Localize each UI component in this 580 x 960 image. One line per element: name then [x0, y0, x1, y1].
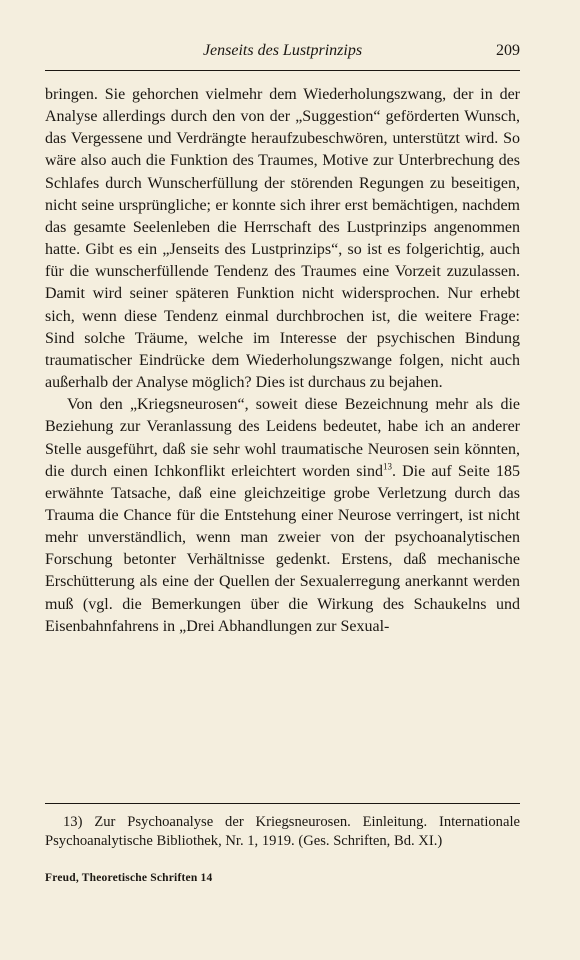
footnote-reference: 13 — [382, 461, 392, 472]
page-header — [45, 42, 520, 70]
paragraph-1: bringen. Sie gehorchen vielmehr dem Wiederholungszwang, der in der Analyse allerdings durch den von der „Suggestion“ geförderten Wunsch, das Vergessene und Verdrängte heraufzubeschwören, unterstützt wird. So wäre also auch die Funktion des Traumes, Motive zur Unterbrechung des Schlafes durch Wunscherfüllung der störenden Regungen zu beseitigen, nicht seine ursprüngliche; er konnte sich ihrer erst bemächtigen, nachdem das gesamte Seelenleben die Herrschaft des Lustprinzips angenommen hatte. Gibt es ein „Jenseits des Lustprinzips“, so ist es folgerichtig, auch für die wunscherfüllende Tendenz des Traumes eine Vorzeit zuzulassen. Damit wird seiner späteren Funktion nicht widersprochen. Nur erhebt sich, wenn diese Tendenz einmal durchbrochen ist, die weitere Frage: Sind solche Träume, welche im Interesse der psychischen Bindung traumatischer Eindrücke dem Wiederholungszwange folgen, nicht auch außerhalb der Analyse möglich? Dies ist durchaus zu bejahen. — [45, 86, 520, 392]
header-rule — [45, 70, 520, 71]
footnote-text: 13) Zur Psychoanalyse der Kriegsneurosen. Einleitung. Internationale Psychoanalytische Bibliothek, Nr. 1, 1919. (Ges. Schriften, Bd. XI.) — [45, 814, 520, 849]
footnote-rule — [45, 803, 520, 804]
paragraph-2-text-b: . Die auf Seite 185 erwähnte Tatsache, daß eine gleichzeitige grobe Verletzung durch das Trauma die Chance für die Entstehung einer Neurose verringert, ist nicht mehr unverständlich, wenn man zweier von der psychoanalytischen Forschung betonter Verhältnisse gedenkt. Erstens, daß mechanische Erschütterung als eine der Quellen der Sexualerregung anerkannt werden muß (vgl. die Bemerkungen über die Wirkung des Schaukelns und Eisenbahnfahrens in „Drei Abhandlungen zur Sexual- — [45, 462, 520, 635]
running-title: Jenseits des Lustprinzips — [202, 42, 363, 59]
paragraph-2-text-a: Von den „Kriegsneurosen“, soweit diese Bezeichnung mehr als die Beziehung zur Veranlassung des Leidens bedeutet, habe ich an anderer Stelle ausgeführt, daß sie sehr wohl traumatische Neurosen sein könnten, die durch einen Ichkonflikt erleichtert worden sind — [45, 396, 520, 480]
paragraph-2 — [45, 394, 520, 638]
signature-line: Freud, Theoretische Schriften 14 — [45, 872, 213, 884]
body-text — [45, 84, 520, 638]
page-number: 209 — [496, 42, 520, 59]
footnote — [45, 813, 520, 850]
